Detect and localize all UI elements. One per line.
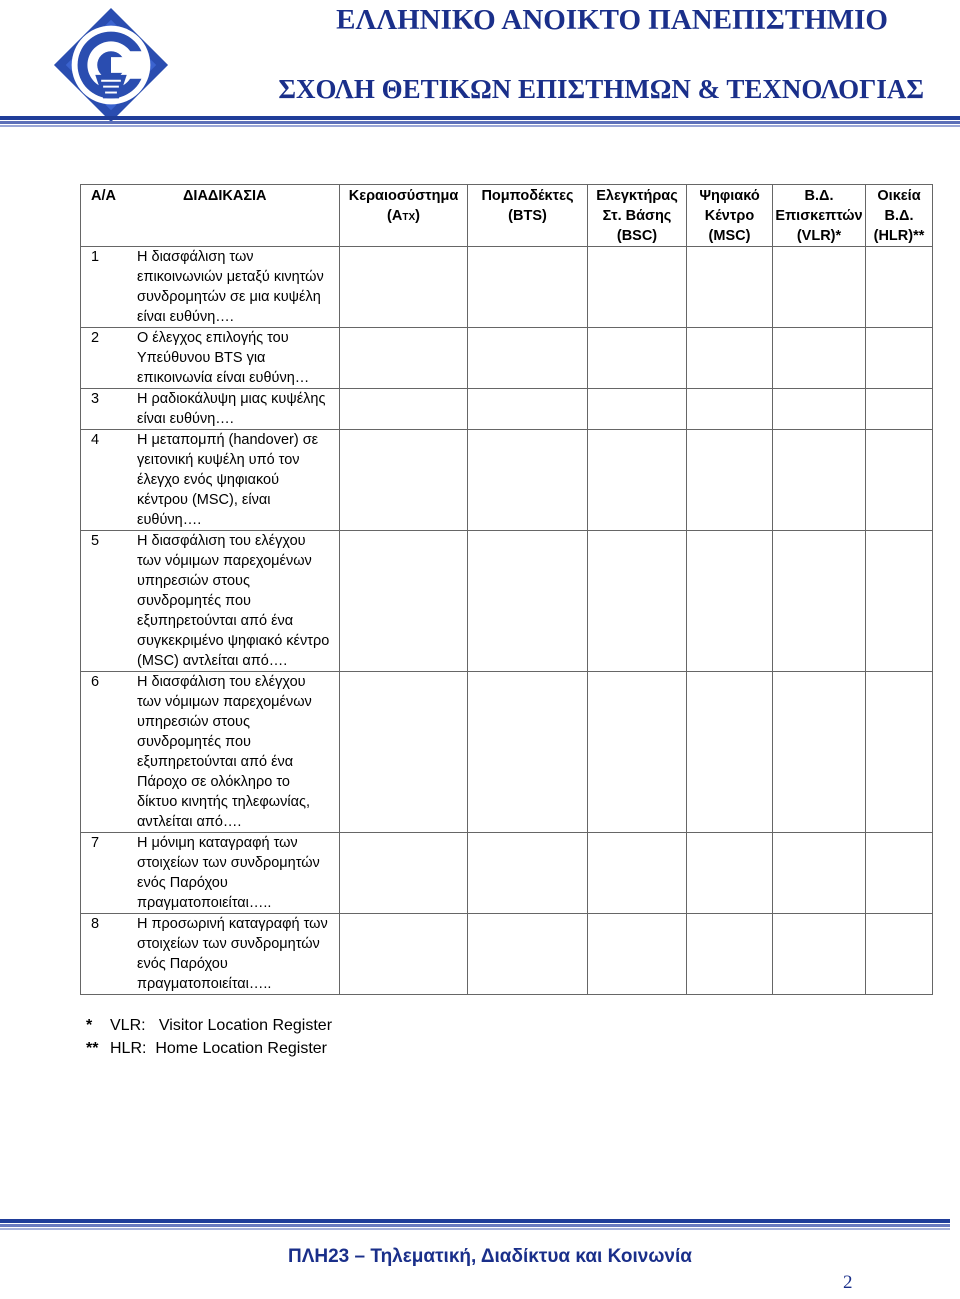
header-antenna-main: Κεραιοσύστημα	[348, 188, 459, 204]
table-row	[81, 531, 933, 672]
answer-cell-vlr[interactable]	[773, 389, 866, 430]
answer-cell-bts[interactable]	[468, 833, 588, 914]
header-bsc-line-3: (BSC)	[616, 228, 658, 244]
page-number: 2	[843, 1272, 853, 1293]
row-number: 4	[91, 432, 100, 448]
answer-cell-msc[interactable]	[687, 328, 773, 389]
answer-cell-vlr[interactable]	[773, 833, 866, 914]
table-header-row	[81, 185, 933, 247]
procedure-cell	[81, 833, 340, 914]
row-number: 2	[91, 330, 100, 346]
answer-cell-vlr[interactable]	[773, 430, 866, 531]
table-row	[81, 430, 933, 531]
answer-cell-vlr[interactable]	[773, 672, 866, 833]
procedure-text	[137, 430, 339, 530]
table-row	[81, 247, 933, 328]
procedure-line: υπηρεσιών στους	[137, 714, 250, 730]
procedure-line: στοιχείων των συνδρομητών	[137, 936, 320, 952]
procedure-line: επικοινωνία είναι ευθύνη…	[137, 370, 310, 386]
header-vlr-line-3: (VLR)*	[796, 228, 842, 244]
procedure-line: κέντρου (MSC), είναι	[137, 492, 271, 508]
procedure-text	[137, 328, 339, 388]
table-row	[81, 672, 933, 833]
header-antenna-abbr-open: (Α	[387, 208, 403, 224]
answer-cell-bsc[interactable]	[588, 389, 687, 430]
answer-cell-bts[interactable]	[468, 914, 588, 995]
answer-cell-bts[interactable]	[468, 672, 588, 833]
row-number: 3	[91, 391, 100, 407]
course-title: ΠΛΗ23 – Τηλεματική, Διαδίκτυα και Κοινωνία	[288, 1246, 692, 1267]
header-vlr	[773, 185, 866, 247]
procedure-cell	[81, 430, 340, 531]
header-hlr	[866, 185, 933, 247]
answer-cell-hlr[interactable]	[866, 389, 933, 430]
footnote-vlr	[86, 1014, 332, 1037]
header-bts-line-1: Πομποδέκτες	[481, 188, 574, 204]
answer-cell-bsc[interactable]	[588, 914, 687, 995]
procedure-line: Η διασφάλιση του ελέγχου	[137, 533, 306, 549]
answer-cell-bsc[interactable]	[588, 328, 687, 389]
procedure-line: πραγματοποιείται…..	[137, 976, 272, 992]
procedure-line: Η μόνιμη καταγραφή των	[137, 835, 298, 851]
answer-cell-msc[interactable]	[687, 430, 773, 531]
header-bsc	[588, 185, 687, 247]
footnote-mark: *	[86, 1017, 93, 1034]
answer-cell-hlr[interactable]	[866, 531, 933, 672]
procedure-line: συνδρομητές που	[137, 593, 251, 609]
answer-cell-bsc[interactable]	[588, 247, 687, 328]
procedure-line: Η προσωρινή καταγραφή των	[137, 916, 328, 932]
procedure-line: είναι ευθύνη….	[137, 309, 234, 325]
header-divider-tertiary	[0, 125, 960, 127]
answer-cell-antenna[interactable]	[340, 914, 468, 995]
row-number: 7	[91, 835, 100, 851]
footnote-mark: **	[86, 1040, 99, 1057]
procedure-line: πραγματοποιείται…..	[137, 895, 272, 911]
procedure-line: Η μεταπομπή (handover) σε	[137, 432, 319, 448]
answer-cell-vlr[interactable]	[773, 328, 866, 389]
answer-cell-antenna[interactable]	[340, 833, 468, 914]
procedure-text	[137, 914, 339, 994]
university-title: ΕΛΛΗΝΙΚΟ ΑΝΟΙΚΤΟ ΠΑΝΕΠΙΣΤΗΜΙΟ	[336, 4, 888, 36]
table-row	[81, 914, 933, 995]
procedure-text	[137, 531, 339, 671]
header-divider	[0, 116, 960, 120]
footer-divider	[0, 1219, 950, 1223]
row-number: 8	[91, 916, 100, 932]
procedure-line: εξυπηρετούνται από ένα	[137, 613, 294, 629]
row-number: 1	[91, 249, 100, 265]
answer-cell-vlr[interactable]	[773, 247, 866, 328]
answer-cell-bts[interactable]	[468, 531, 588, 672]
header-divider-secondary	[0, 121, 960, 124]
procedure-line: συνδρομητές που	[137, 734, 251, 750]
footnote-text: HLR: Home Location Register	[110, 1040, 327, 1057]
answer-cell-bsc[interactable]	[588, 833, 687, 914]
answer-cell-antenna[interactable]	[340, 389, 468, 430]
procedure-line: υπηρεσιών στους	[137, 573, 250, 589]
footnote-hlr	[86, 1037, 332, 1060]
answer-cell-msc[interactable]	[687, 389, 773, 430]
table-row	[81, 389, 933, 430]
procedure-line: Πάροχο σε ολόκληρο το	[137, 774, 290, 790]
answer-cell-bts[interactable]	[468, 328, 588, 389]
procedure-line: συγκεκριμένο ψηφιακό κέντρο	[137, 633, 330, 649]
procedure-line: των νόμιμων παρεχομένων	[137, 694, 312, 710]
header-antenna	[340, 185, 468, 247]
answer-cell-bts[interactable]	[468, 247, 588, 328]
procedure-cell	[81, 531, 340, 672]
procedure-line: των νόμιμων παρεχομένων	[137, 553, 312, 569]
answer-cell-vlr[interactable]	[773, 914, 866, 995]
procedure-line: γειτονική κυψέλη υπό τον	[137, 452, 300, 468]
answer-cell-hlr[interactable]	[866, 247, 933, 328]
procedure-line: ευθύνη….	[137, 512, 202, 528]
table-row	[81, 833, 933, 914]
school-title: ΣΧΟΛΗ ΘΕΤΙΚΩΝ ΕΠΙΣΤΗΜΩΝ & ΤΕΧΝΟΛΟΓΙΑΣ	[278, 74, 924, 104]
procedure-cell	[81, 389, 340, 430]
answer-cell-hlr[interactable]	[866, 328, 933, 389]
table-body	[81, 247, 933, 995]
answer-cell-hlr[interactable]	[866, 833, 933, 914]
footnotes	[86, 1014, 332, 1060]
answer-cell-bsc[interactable]	[588, 531, 687, 672]
procedure-line: αντλείται από….	[137, 814, 242, 830]
answer-cell-msc[interactable]	[687, 247, 773, 328]
answer-cell-antenna[interactable]	[340, 672, 468, 833]
procedure-text	[137, 247, 339, 327]
answer-cell-bts[interactable]	[468, 430, 588, 531]
procedure-line: έλεγχο ενός ψηφιακού	[137, 472, 280, 488]
procedure-cell	[81, 328, 340, 389]
procedure-line: δίκτυο κινητής τηλεφωνίας,	[137, 794, 310, 810]
procedure-line: Η διασφάλιση του ελέγχου	[137, 674, 306, 690]
procedures-table	[80, 184, 933, 995]
header-bsc-line-1: Ελεγκτήρας	[596, 188, 678, 204]
header-msc-line-1: Ψηφιακό	[699, 188, 760, 204]
answer-cell-hlr[interactable]	[866, 672, 933, 833]
procedure-line: στοιχείων των συνδρομητών	[137, 855, 320, 871]
header-process: ΔΙΑΔΙΚΑΣΙΑ	[183, 188, 267, 204]
answer-cell-antenna[interactable]	[340, 247, 468, 328]
university-logo-icon	[52, 6, 170, 124]
procedure-cell	[81, 914, 340, 995]
procedure-line: ενός Παρόχου	[137, 956, 228, 972]
answer-cell-msc[interactable]	[687, 914, 773, 995]
procedure-line: (MSC) αντλείται από….	[137, 653, 288, 669]
header-antenna-abbr-sub: ΤΧ	[402, 212, 416, 223]
table-row	[81, 328, 933, 389]
header-hlr-line-1: Οικεία	[877, 188, 921, 204]
answer-cell-hlr[interactable]	[866, 430, 933, 531]
procedure-line: επικοινωνιών μεταξύ κινητών	[137, 269, 324, 285]
answer-cell-msc[interactable]	[687, 531, 773, 672]
answer-cell-hlr[interactable]	[866, 914, 933, 995]
answer-cell-antenna[interactable]	[340, 430, 468, 531]
procedure-line: Υπεύθυνου BTS για	[137, 350, 266, 366]
answer-cell-bsc[interactable]	[588, 430, 687, 531]
footer-divider-secondary	[0, 1224, 950, 1227]
procedure-line: Η ραδιοκάλυψη μιας κυψέλης	[137, 391, 326, 407]
footnote-text: VLR: Visitor Location Register	[110, 1017, 333, 1034]
header-hlr-line-3: (HLR)**	[873, 228, 925, 244]
answer-cell-bts[interactable]	[468, 389, 588, 430]
answer-cell-antenna[interactable]	[340, 531, 468, 672]
answer-cell-bsc[interactable]	[588, 672, 687, 833]
procedure-line: είναι ευθύνη….	[137, 411, 234, 427]
header-antenna-abbr-close: )	[415, 208, 420, 224]
header-bts	[468, 185, 588, 247]
footer-divider-tertiary	[0, 1228, 950, 1230]
header-bsc-line-2: Στ. Βάσης	[602, 208, 672, 224]
procedure-line: εξυπηρετούνται από ένα	[137, 754, 294, 770]
header-vlr-line-1: Β.Δ.	[804, 188, 834, 204]
answer-cell-msc[interactable]	[687, 672, 773, 833]
procedure-cell	[81, 672, 340, 833]
procedure-cell	[81, 247, 340, 328]
answer-cell-antenna[interactable]	[340, 328, 468, 389]
header-msc	[687, 185, 773, 247]
header-vlr-line-2: Επισκεπτών	[775, 208, 863, 224]
answer-cell-vlr[interactable]	[773, 531, 866, 672]
answer-cell-msc[interactable]	[687, 833, 773, 914]
header-hlr-line-2: Β.Δ.	[884, 208, 914, 224]
row-number: 6	[91, 674, 100, 690]
row-number: 5	[91, 533, 100, 549]
procedure-text	[137, 672, 339, 832]
header-msc-line-2: Κέντρο	[704, 208, 755, 224]
header-bts-line-2: (BTS)	[508, 208, 547, 224]
header-aa: Α/Α	[91, 188, 116, 204]
procedure-text	[137, 389, 339, 429]
procedure-line: Ο έλεγχος επιλογής του	[137, 330, 289, 346]
procedure-text	[137, 833, 339, 913]
procedure-line: Η διασφάλιση των	[137, 249, 254, 265]
procedure-line: συνδρομητών σε μια κυψέλη	[137, 289, 321, 305]
header-procedure	[81, 185, 340, 247]
procedure-line: ενός Παρόχου	[137, 875, 228, 891]
header-msc-line-3: (MSC)	[708, 228, 751, 244]
